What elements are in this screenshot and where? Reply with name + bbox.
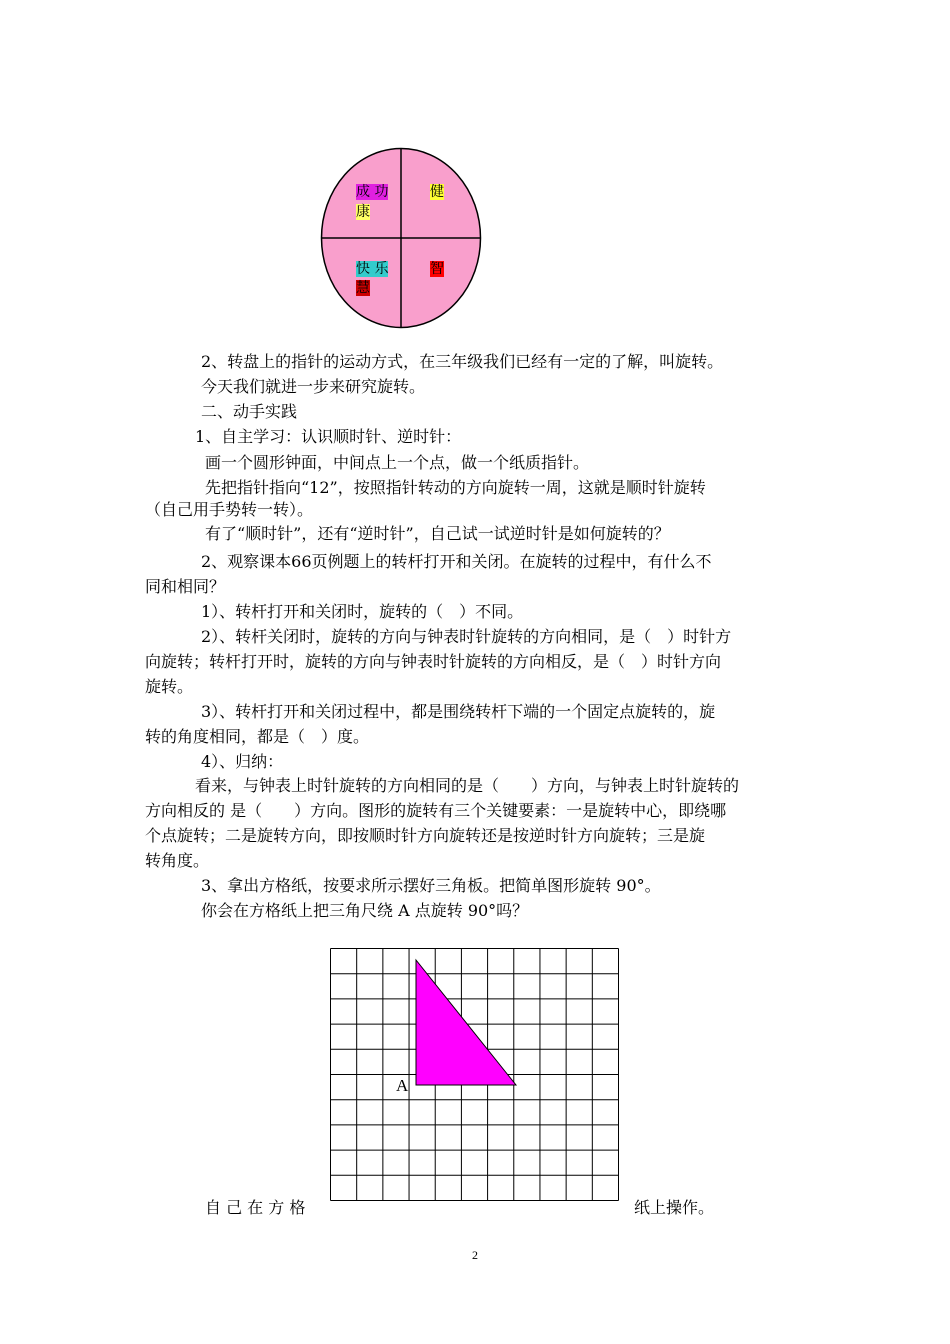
disc-q3-label [356, 260, 388, 278]
paragraph-line: 2）、转杆关闭时，旋转的方向与钟表时针旋转的方向相同，是（ ）时针方 [201, 627, 732, 646]
point-a-label: A [396, 1076, 409, 1095]
disc-q3b-label [356, 279, 370, 297]
paragraph-line: 有了“顺时针”，还有“逆时针”，自己试一试逆时针是如何旋转的？ [205, 524, 670, 543]
disc-q1-text2: 康 [356, 204, 370, 220]
paragraph-line: 今天我们就进一步来研究旋转。 [201, 377, 426, 396]
disc-q1-text: 成 功 [356, 184, 389, 200]
paragraph-line: 个点旋转；二是旋转方向，即按顺时针方向旋转还是按逆时针方向旋转；三是旋 [145, 826, 706, 845]
disc-q1-label [356, 183, 388, 201]
paragraph-line: 看来，与钟表上时针旋转的方向相同的是（ ）方向，与钟表上时针旋转的 [195, 776, 740, 795]
paragraph-line: 旋转。 [145, 677, 194, 696]
disc-q2-label [430, 183, 444, 201]
bottom-left-text: 自 己 在 方 格 [205, 1198, 306, 1217]
disc-q4-text: 智 [430, 261, 444, 277]
paragraph-line: 向旋转；转杆打开时，旋转的方向与钟表时针旋转的方向相反，是（ ）时针方向 [145, 652, 722, 671]
paragraph-line: 4）、归纳： [201, 752, 284, 771]
paragraph-line: 2、转盘上的指针的运动方式，在三年级我们已经有一定的了解，叫旋转。 [201, 352, 724, 371]
paragraph-line: 转的角度相同，都是（ ）度。 [145, 727, 370, 746]
section-heading: 二、动手实践 [201, 402, 298, 421]
triangle-ruler [416, 960, 516, 1085]
paragraph-line: 方向相反的 是（ ）方向。图形的旋转有三个关键要素：一是旋转中心，即绕哪 [145, 801, 727, 820]
paragraph-line: 1、自主学习：认识顺时针、逆时针： [195, 427, 462, 446]
paragraph-line: 1）、转杆打开和关闭时，旋转的（ ）不同。 [201, 602, 524, 621]
disc-q3-text: 快 乐 [356, 261, 389, 277]
paragraph-line: 3）、转杆打开和关闭过程中，都是围绕转杆下端的一个固定点旋转的，旋 [201, 702, 716, 721]
disc-q1b-label [356, 203, 370, 221]
disc-q4-label [430, 260, 444, 278]
paragraph-line: 3、拿出方格纸，按要求所示摆好三角板。把简单图形旋转 90°。 [201, 876, 661, 895]
paragraph-line: 转角度。 [145, 851, 210, 870]
paragraph-line: 先把指针指向“12”，按照指针转动的方向旋转一周，这就是顺时针旋转 [205, 478, 706, 497]
paragraph-line: 2、观察课本66页例题上的转杆打开和关闭。在旋转的过程中，有什么不 [201, 552, 712, 571]
disc-q3-text2: 慧 [356, 280, 370, 296]
paragraph-line: （自己用手势转一转）。 [145, 500, 314, 519]
spinner-disc [320, 147, 482, 329]
disc-q2-text: 健 [430, 184, 444, 200]
paragraph-line: 画一个圆形钟面，中间点上一个点，做一个纸质指针。 [205, 453, 590, 472]
paragraph-line: 同和相同？ [145, 577, 226, 596]
paragraph-line: 你会在方格纸上把三角尺绕 A 点旋转 90°吗？ [201, 901, 529, 920]
bottom-right-text: 纸上操作。 [634, 1198, 715, 1217]
page-number: 2 [472, 1248, 478, 1262]
grid-paper [330, 948, 620, 1202]
